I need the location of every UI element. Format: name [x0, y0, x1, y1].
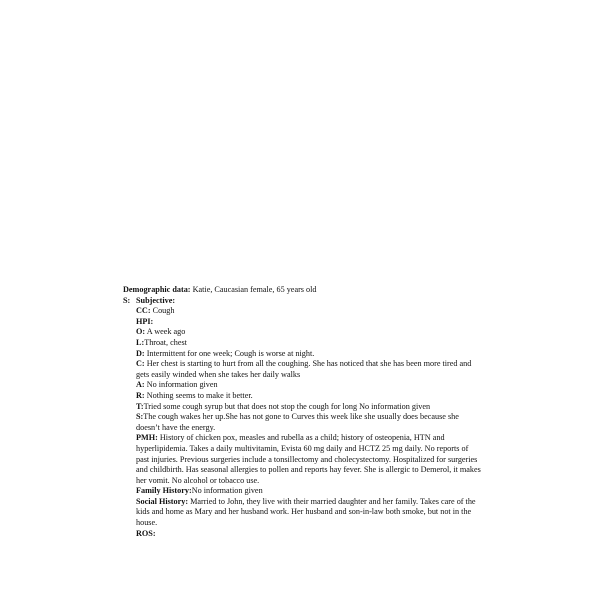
duration-line: [136, 349, 483, 360]
character-line: [136, 359, 483, 380]
social-history-value: Married to John, they live with their married daughter and her family. Takes care of the kids and home as Mary and her husband work. Her husband and son-in-law both smoke, but not in the house.: [136, 496, 476, 528]
treatment-line: [136, 402, 483, 413]
aggravating-line: [136, 380, 483, 391]
location-label: L:: [136, 337, 145, 347]
patient-note: [123, 285, 483, 539]
relieving-value: Nothing seems to make it better.: [144, 390, 253, 400]
location-value: Throat, chest: [144, 337, 187, 347]
severity-label: S:: [136, 412, 144, 422]
severity-line: [136, 412, 483, 433]
subjective-heading: [123, 296, 483, 307]
pmh-label: PMH:: [136, 433, 158, 443]
family-history-line: [136, 486, 483, 497]
ros-label: ROS:: [136, 528, 156, 538]
hpi-line: [136, 317, 483, 328]
relieving-label: R:: [136, 390, 145, 400]
treatment-value: Tried some cough syrup but that does not stop the cough for long No information given: [143, 401, 431, 411]
demographic-value: Katie, Caucasian female, 65 years old: [190, 285, 317, 294]
onset-label: O:: [136, 327, 146, 337]
subjective-label: Subjective:: [136, 295, 176, 305]
onset-line: [136, 327, 483, 338]
duration-value: Intermittent for one week; Cough is worse at night.: [144, 348, 315, 358]
demographic-line: [123, 285, 483, 296]
cc-value: Cough: [150, 306, 175, 316]
cc-label: CC:: [136, 306, 151, 316]
demographic-label: Demographic data:: [123, 285, 191, 294]
pmh-paragraph: [136, 433, 483, 486]
family-history-value: No information given: [191, 486, 263, 496]
onset-value: A week ago: [145, 327, 186, 337]
character-label: C:: [136, 359, 145, 369]
hpi-label: HPI:: [136, 316, 154, 326]
aggravating-value: No information given: [144, 380, 218, 390]
aggravating-label: A:: [136, 380, 145, 390]
location-line: [136, 338, 483, 349]
subjective-prefix: S:: [123, 295, 131, 305]
social-history-label: Social History:: [136, 496, 189, 506]
relieving-line: [136, 391, 483, 402]
ros-line: [136, 529, 483, 540]
family-history-label: Family History:: [136, 486, 192, 496]
severity-value: The cough wakes her up.She has not gone to Curves this week like she usually does because she doesn’t have the energy.: [136, 412, 459, 432]
social-history-paragraph: [136, 497, 483, 529]
subjective-body: [123, 306, 483, 539]
cc-line: [136, 306, 483, 317]
pmh-value: History of chicken pox, measles and rubella as a child; history of osteopenia, HTN and hyperlipidemia. Takes a daily multivitamin, Evista 60 mg daily and HCTZ 25 mg daily. No reports of past injuries. Previous surgeries include a tonsillectomy and cholecystectomy. Hospitalized for surgeries and childbirth. Has seasonal allergies to pollen and reports hay fever. She is allergic to Demerol, it makes her vomit. No alcohol or tobacco use.: [136, 433, 481, 485]
character-value: Her chest is starting to hurt from all the coughing. She has noticed that she has been more tired and gets easily winded when she takes her daily walks: [136, 359, 472, 379]
treatment-label: T:: [136, 401, 144, 411]
duration-label: D:: [136, 348, 145, 358]
